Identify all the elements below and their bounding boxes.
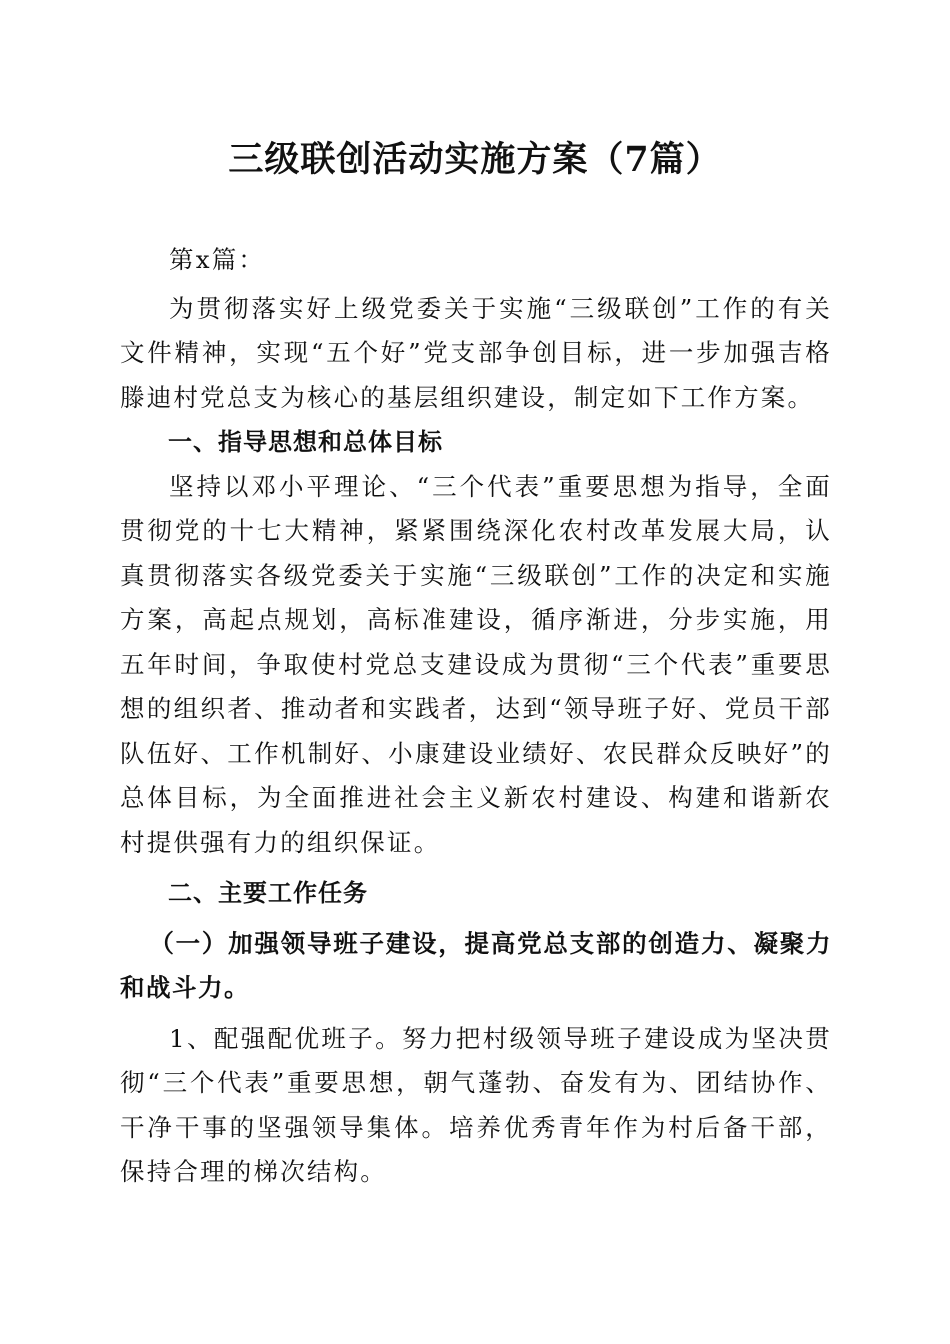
document-body (120, 234, 832, 1195)
task-item-1: 1、配强配优班子。努力把村级领导班子建设成为坚决贯彻“三个代表”重要思想，朝气蓬勃、奋发有为、团结协作、干净干事的坚强领导集体。培养优秀青年作为村后备干部，保持合理的梯次结构。 (120, 1023, 832, 1186)
document-title: 三级联创活动实施方案（7篇） (228, 139, 722, 180)
heading-main-tasks: 二、主要工作任务 (168, 879, 368, 907)
guiding-paragraph: 坚持以邓小平理论、“三个代表”重要思想为指导，全面贯彻党的十七大精神，紧紧围绕深化农村改革发展大局，认真贯彻落实各级党委关于实施“三级联创”工作的决定和实施方案，高起点规划，高标准建设，循序渐进，分步实施，用五年时间，争取使村党总支建设成为贯彻“三个代表”重要思想的组织者、推动者和实践者，达到“领导班子好、党员干部队伍好、工作机制好、小康建设业绩好、农民群众反映好”的总体目标，为全面推进社会主义新农村建设、构建和谐新农村提供强有力的组织保证。 (120, 471, 832, 857)
heading-guiding-thought: 一、指导思想和总体目标 (168, 428, 443, 456)
section-label: 第x篇： (169, 245, 266, 274)
task-heading-1: （一）加强领导班子建设，提高党总支部的创造力、凝聚力和战斗力。 (120, 928, 832, 1002)
intro-paragraph: 为贯彻落实好上级党委关于实施“三级联创”工作的有关文件精神，实现“五个好”党支部争创目标，进一步加强吉格滕迪村党总支为核心的基层组织建设，制定如下工作方案。 (120, 293, 832, 412)
